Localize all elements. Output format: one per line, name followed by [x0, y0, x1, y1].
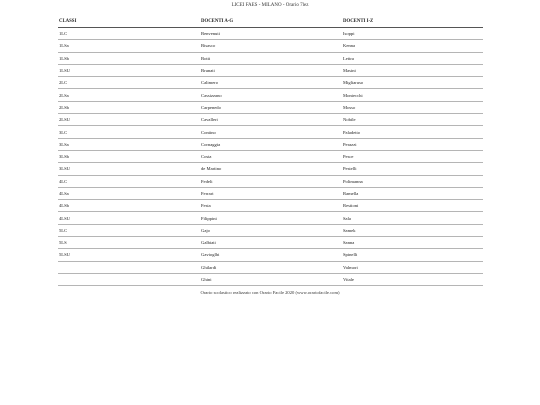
table-row: [58, 163, 483, 175]
teacher-a-g-cell[interactable]: Cassizzano: [200, 89, 342, 101]
table-row: [58, 150, 483, 162]
teacher-a-g-cell[interactable]: Fedeli: [200, 175, 342, 187]
teacher-i-z-cell[interactable]: Sala: [342, 212, 483, 224]
teacher-i-z-cell[interactable]: Masini: [342, 64, 483, 76]
teacher-a-g-cell[interactable]: Gavioglhi: [200, 249, 342, 261]
class-cell[interactable]: 5LSU: [58, 249, 200, 261]
table-row: [58, 138, 483, 150]
table-row: [58, 89, 483, 101]
class-cell[interactable]: 5LS: [58, 237, 200, 249]
table-row: [58, 187, 483, 199]
teacher-a-g-cell[interactable]: Galbiati: [200, 237, 342, 249]
class-cell[interactable]: 5LC: [58, 224, 200, 236]
teacher-a-g-cell[interactable]: Costa: [200, 150, 342, 162]
teacher-i-z-cell[interactable]: Spinelli: [342, 249, 483, 261]
teacher-i-z-cell[interactable]: Polimanna: [342, 175, 483, 187]
table-row: [58, 237, 483, 249]
table-row: [58, 212, 483, 224]
table-row: [58, 114, 483, 126]
class-cell[interactable]: 1LSa: [58, 40, 200, 52]
table-row: [58, 200, 483, 212]
teacher-a-g-cell[interactable]: Carpenedo: [200, 101, 342, 113]
teacher-a-g-cell[interactable]: Botti: [200, 52, 342, 64]
teacher-i-z-cell[interactable]: Isoppi: [342, 28, 483, 40]
teacher-i-z-cell[interactable]: Valmori: [342, 261, 483, 273]
class-cell[interactable]: 3LC: [58, 126, 200, 138]
class-cell[interactable]: 4LC: [58, 175, 200, 187]
teacher-i-z-cell[interactable]: Lettra: [342, 52, 483, 64]
header-docenti-a-g[interactable]: DOCENTI A-G: [200, 15, 342, 28]
class-cell[interactable]: 2LSa: [58, 89, 200, 101]
class-cell[interactable]: 4LSb: [58, 200, 200, 212]
schedule-table: [58, 15, 483, 286]
class-cell[interactable]: 3LSb: [58, 150, 200, 162]
document-footer: Orario scolastico realizzato con Orario Facile 2020 (www.orariofacile.com): [200, 290, 340, 295]
table-row: [58, 261, 483, 273]
class-cell[interactable]: 3LSU: [58, 163, 200, 175]
teacher-a-g-cell[interactable]: de Martino: [200, 163, 342, 175]
teacher-a-g-cell[interactable]: Ferrari: [200, 187, 342, 199]
teacher-a-g-cell[interactable]: Calimero: [200, 77, 342, 89]
teacher-a-g-cell[interactable]: Brunati: [200, 64, 342, 76]
table-row: [58, 52, 483, 64]
header-classi[interactable]: CLASSI: [58, 15, 200, 28]
table-row: [58, 101, 483, 113]
table-row: [58, 126, 483, 138]
class-cell[interactable]: 1LSb: [58, 52, 200, 64]
teacher-i-z-cell[interactable]: Pesce: [342, 150, 483, 162]
teacher-i-z-cell[interactable]: Mosso: [342, 101, 483, 113]
teacher-i-z-cell[interactable]: Pestelli: [342, 163, 483, 175]
teacher-a-g-cell[interactable]: Gajo: [200, 224, 342, 236]
teacher-i-z-cell[interactable]: Montecchi: [342, 89, 483, 101]
class-cell: [58, 273, 200, 285]
table-row: [58, 77, 483, 89]
table-row: [58, 28, 483, 40]
table-row: [58, 224, 483, 236]
class-cell[interactable]: 1LC: [58, 28, 200, 40]
table-row: [58, 40, 483, 52]
teacher-a-g-cell[interactable]: Ghilardi: [200, 261, 342, 273]
teacher-a-g-cell[interactable]: Cavalleri: [200, 114, 342, 126]
class-cell[interactable]: 4LSU: [58, 212, 200, 224]
teacher-i-z-cell[interactable]: Nobile: [342, 114, 483, 126]
teacher-i-z-cell[interactable]: Ramella: [342, 187, 483, 199]
teacher-a-g-cell[interactable]: Ghini: [200, 273, 342, 285]
teacher-i-z-cell[interactable]: Perazzi: [342, 138, 483, 150]
teacher-a-g-cell[interactable]: Benvenuti: [200, 28, 342, 40]
teacher-i-z-cell[interactable]: Migliaruso: [342, 77, 483, 89]
table-row: [58, 64, 483, 76]
teacher-a-g-cell[interactable]: Contino: [200, 126, 342, 138]
teacher-a-g-cell[interactable]: Festa: [200, 200, 342, 212]
header-docenti-i-z[interactable]: DOCENTI I-Z: [342, 15, 483, 28]
teacher-i-z-cell[interactable]: Kenna: [342, 40, 483, 52]
teacher-i-z-cell[interactable]: Paladetto: [342, 126, 483, 138]
class-cell[interactable]: 2LC: [58, 77, 200, 89]
table-row: [58, 175, 483, 187]
class-cell[interactable]: 4LSa: [58, 187, 200, 199]
document-title: LICEI FAES - MILANO - Orario 7lez: [231, 3, 309, 8]
class-cell[interactable]: 3LSa: [58, 138, 200, 150]
table-row: [58, 249, 483, 261]
teacher-a-g-cell[interactable]: Filippini: [200, 212, 342, 224]
header-row: [58, 15, 483, 28]
table-row: [58, 273, 483, 285]
class-cell[interactable]: 2LSU: [58, 114, 200, 126]
teacher-a-g-cell[interactable]: Cornaggia: [200, 138, 342, 150]
teacher-i-z-cell[interactable]: Sanna: [342, 237, 483, 249]
teacher-i-z-cell[interactable]: Samek: [342, 224, 483, 236]
class-cell[interactable]: 2LSb: [58, 101, 200, 113]
class-cell: [58, 261, 200, 273]
teacher-a-g-cell[interactable]: Bisasco: [200, 40, 342, 52]
teacher-i-z-cell[interactable]: Vitale: [342, 273, 483, 285]
teacher-i-z-cell[interactable]: Restioni: [342, 200, 483, 212]
class-cell[interactable]: 1LSU: [58, 64, 200, 76]
